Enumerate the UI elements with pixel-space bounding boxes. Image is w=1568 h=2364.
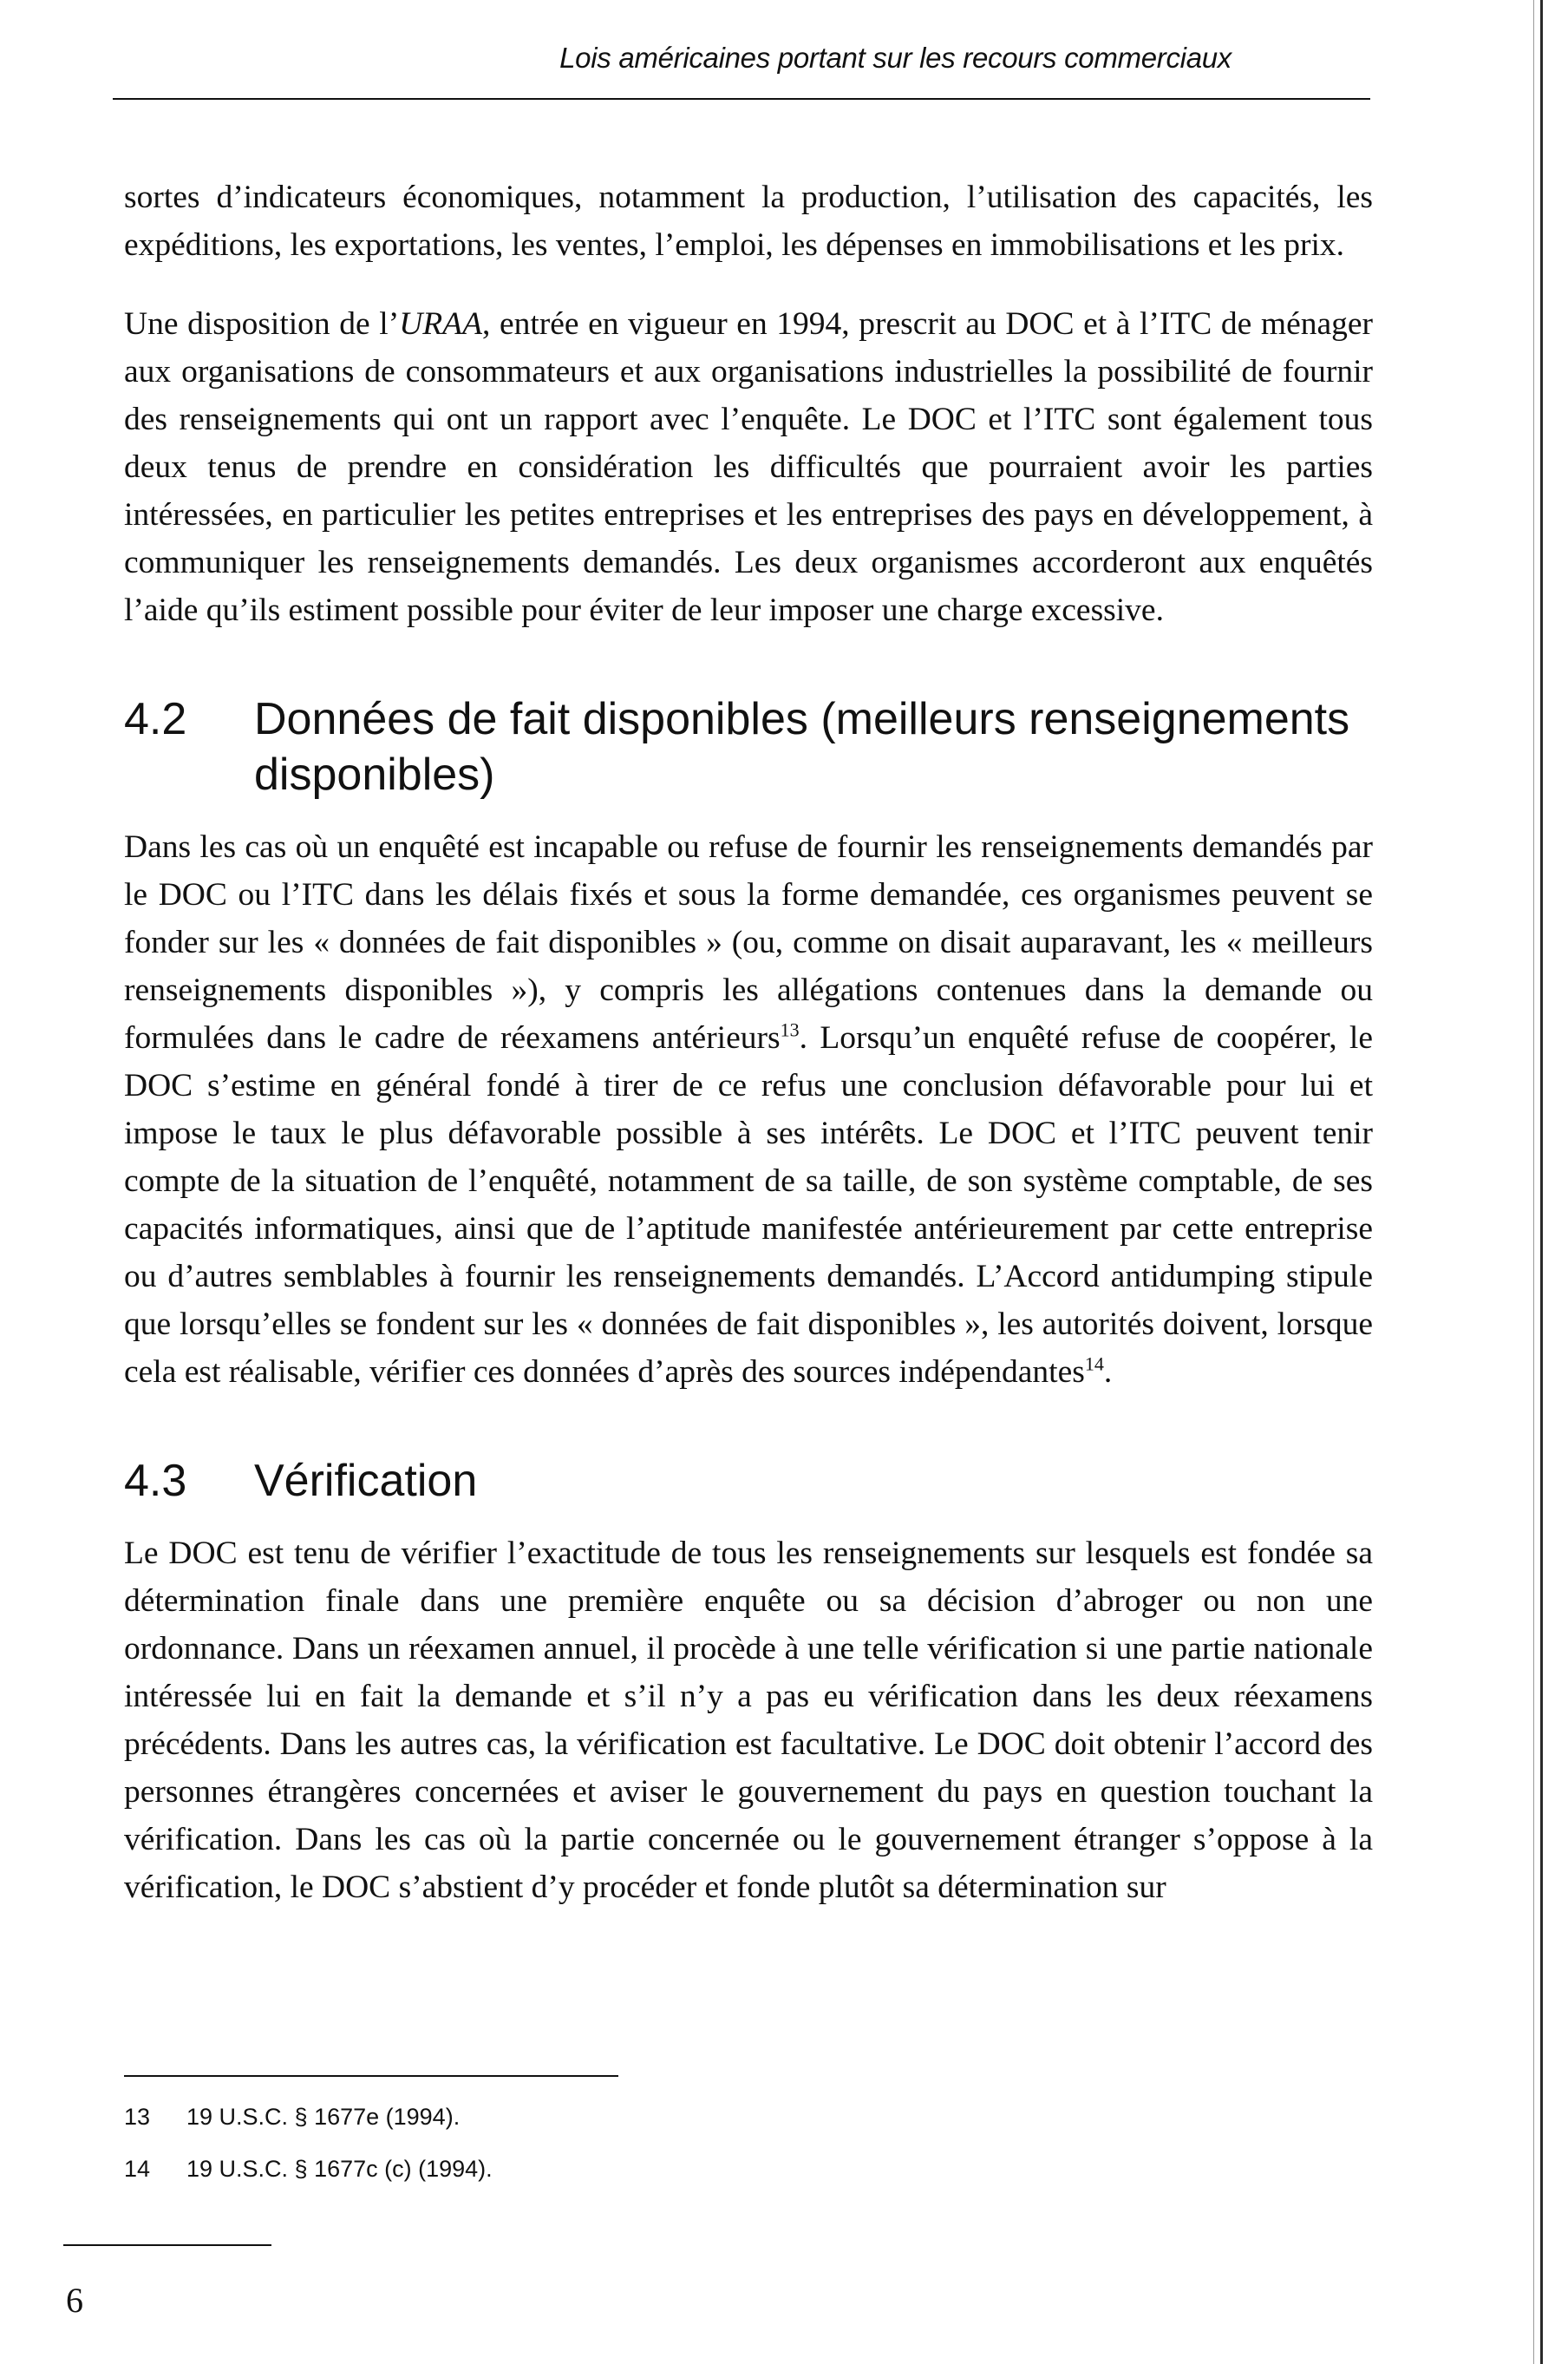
section-number: 4.3 <box>124 1456 187 1506</box>
section-number: 4.2 <box>124 694 187 744</box>
text-segment: Dans les cas où un enquêté est incapable ou refuse de fournir les renseignements demandés par le DOC ou l’ITC dans les délais fixés et sous la forme demandée, ces organismes peuvent se fonder sur les « données de fait disponibles » (ou, comme on disait auparavant, les « meilleurs renseignements disponibles »), y compris les allégations contenues dans la demande ou formulées dans le cadre de réexamens antérieurs <box>124 829 1373 1056</box>
section-title: Vérification <box>254 1456 478 1506</box>
folio-rule <box>63 2244 271 2246</box>
text-segment: . Lorsqu’un enquêté refuse de coopérer, le DOC s’estime en général fondé à tirer de ce refus une conclusion défavorable pour lui et impose le taux le plus défavorable possible à ses intérêts. Le DOC et l’ITC peuvent tenir compte de la situation de l’enquêté, notamment de sa taille, de son système comptable, de ses capacités informatiques, ainsi que de l’aptitude manifestée antérieurement par cette entreprise ou d’autres semblables à fournir les renseignements demandés. L’Accord antidumping stipule que lorsqu’elles se fondent sur les « données de fait disponibles », les autorités doivent, lorsque cela est réalisable, vérifier ces données d’après des sources indépendantes <box>124 1020 1373 1390</box>
text-segment: . <box>1103 1354 1113 1390</box>
section-heading-4-3 <box>124 1453 1373 1509</box>
section-heading-4-2 <box>124 691 1373 802</box>
footnote-text: 19 U.S.C. § 1677c (c) (1994). <box>186 2156 493 2182</box>
scan-edge <box>1540 0 1543 2364</box>
footnote-number: 13 <box>124 2104 151 2130</box>
page-number: 6 <box>66 2281 83 2320</box>
paragraph-2-start: Une disposition de l’ <box>124 306 400 342</box>
paragraph-1: sortes d’indicateurs économiques, notamment la production, l’utilisation des capacités, les expéditions, les exportations, les ventes, l’emploi, les dépenses en immobilisations et les prix. <box>124 180 1373 263</box>
footnotes <box>124 2091 493 2195</box>
section-title: Données de fait disponibles (meilleurs renseignements disponibles) <box>254 694 1350 800</box>
footnote-13 <box>124 2091 493 2143</box>
footnote-text: 19 U.S.C. § 1677e (1994). <box>186 2104 461 2130</box>
footnote-number: 14 <box>124 2156 151 2182</box>
scan-edge-line <box>1533 0 1534 2364</box>
uraa-acronym: URAA <box>399 306 482 342</box>
section-4-3-paragraph: Le DOC est tenu de vérifier l’exactitude de tous les renseignements sur lesquels est fondée sa détermination finale dans une première enquête ou sa décision d’abroger ou non une ordonnance. Dans un réexamen annuel, il procède à une telle vérification si une partie nationale intéressée lui en fait la demande et s’il n’y a pas eu vérification dans les deux réexamens précédents. Dans les autres cas, la vérification est facultative. Le DOC doit obtenir l’accord des personnes étrangères concernées et aviser le gouvernement du pays en question touchant la vérification. Dans les cas où la partie concernée ou le gouvernement étranger s’oppose à la vérification, le DOC s’abstient d’y procéder et fonde plutôt sa détermination sur <box>124 1536 1373 1905</box>
section-4-2-paragraph <box>124 823 1373 1396</box>
footnote-ref-13[interactable]: 13 <box>780 1018 800 1041</box>
footnote-14 <box>124 2143 493 2195</box>
paragraph-2-rest: , entrée en vigueur en 1994, prescrit au DOC et à l’ITC de ménager aux organisations de consommateurs et aux organisations industrielles la possibilité de fournir des renseignements qui ont un rapport avec l’enquête. Le DOC et l’ITC sont également tous deux tenus de prendre en considération les difficultés que pourraient avoir les parties intéressées, en particulier les petites entreprises et les entreprises des pays en développement, à communiquer les renseignements demandés. Les deux organismes accorderont aux enquêtés l’aide qu’ils estiment possible pour éviter de leur imposer une charge excessive. <box>124 306 1373 628</box>
footnote-rule <box>124 2075 618 2077</box>
header-rule <box>113 98 1370 100</box>
footnote-ref-14[interactable]: 14 <box>1084 1352 1104 1375</box>
body-text <box>124 174 1373 1911</box>
paragraph-2 <box>124 300 1373 634</box>
running-header: Lois américaines portant sur les recours commerciaux <box>559 42 1232 74</box>
